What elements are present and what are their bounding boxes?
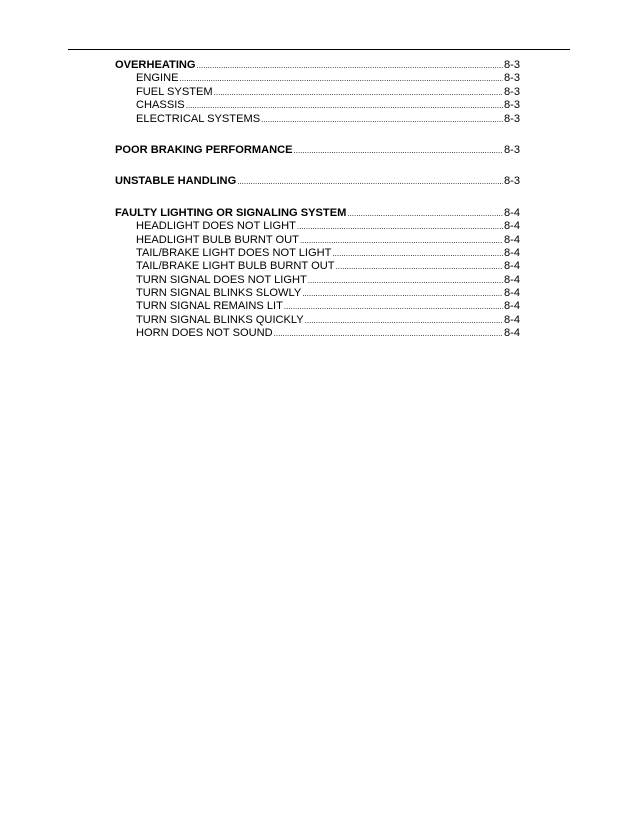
dot-leader [294, 144, 503, 157]
dot-leader [297, 220, 503, 233]
toc-subentry-chassis[interactable] [115, 99, 520, 112]
toc-page-number: 8-3 [503, 143, 520, 156]
toc-subentry-label: TURN SIGNAL REMAINS LIT [136, 300, 283, 313]
toc-section-poor-braking [115, 144, 520, 157]
dot-leader [308, 274, 503, 287]
toc-subentry-turn-signal-blinks-quickly[interactable] [115, 314, 520, 327]
toc-subentry-label: CHASSIS [136, 99, 185, 112]
toc-subentry-turn-signal-does-not-light[interactable] [115, 274, 520, 287]
dot-leader [214, 86, 503, 99]
toc-page-number: 8-3 [503, 85, 520, 98]
toc-page-number: 8-4 [503, 260, 520, 273]
toc-page-number: 8-3 [503, 72, 520, 85]
dot-leader [347, 207, 503, 220]
toc-page-number: 8-4 [503, 273, 520, 286]
toc-subentry-label: TAIL/BRAKE LIGHT DOES NOT LIGHT [136, 246, 332, 259]
toc-entry-title: UNSTABLE HANDLING [115, 175, 237, 188]
toc-entry-title: OVERHEATING [115, 59, 196, 71]
toc-page-number: 8-3 [503, 175, 520, 188]
toc-section-unstable-handling [115, 175, 520, 188]
toc-entry-overheating[interactable] [115, 59, 520, 72]
toc-subentry-turn-signal-remains-lit[interactable] [115, 300, 520, 313]
table-of-contents [115, 59, 520, 341]
toc-subentry-label: FUEL SYSTEM [136, 85, 213, 98]
toc-subentry-headlight-bulb-burnt-out[interactable] [115, 234, 520, 247]
dot-leader [180, 72, 503, 85]
toc-subentry-headlight-does-not-light[interactable] [115, 220, 520, 233]
toc-subentry-label: HEADLIGHT BULB BURNT OUT [136, 233, 299, 246]
toc-subentry-label: ENGINE [136, 72, 179, 85]
dot-leader [284, 300, 503, 313]
toc-page-number: 8-4 [503, 287, 520, 300]
toc-page-number: 8-4 [503, 313, 520, 326]
toc-subentry-label: HORN DOES NOT SOUND [136, 327, 273, 340]
toc-section-faulty-lighting [115, 207, 520, 341]
toc-subentry-tail-brake-light-does-not-light[interactable] [115, 247, 520, 260]
header-rule [68, 49, 570, 50]
dot-leader [186, 99, 503, 112]
toc-subentry-engine[interactable] [115, 72, 520, 85]
toc-subentry-tail-brake-light-bulb-burnt-out[interactable] [115, 260, 520, 273]
toc-entry-faulty-lighting-or-signaling-system[interactable] [115, 207, 520, 220]
toc-page-number: 8-4 [503, 246, 520, 259]
toc-subentry-label: TAIL/BRAKE LIGHT BULB BURNT OUT [136, 260, 335, 273]
toc-page-number: 8-4 [503, 327, 520, 340]
toc-page-number: 8-3 [503, 59, 520, 71]
toc-subentry-turn-signal-blinks-slowly[interactable] [115, 287, 520, 300]
dot-leader [305, 314, 503, 327]
toc-subentry-label: ELECTRICAL SYSTEMS [136, 112, 261, 125]
toc-entry-unstable-handling[interactable] [115, 175, 520, 188]
dot-leader [332, 247, 503, 260]
dot-leader [336, 260, 503, 273]
toc-subentry-horn-does-not-sound[interactable] [115, 327, 520, 340]
toc-page-number: 8-4 [503, 220, 520, 233]
toc-subentry-label: TURN SIGNAL BLINKS QUICKLY [136, 313, 304, 326]
toc-page-number: 8-3 [503, 99, 520, 112]
toc-page-number: 8-4 [503, 300, 520, 313]
toc-subentry-label: TURN SIGNAL DOES NOT LIGHT [136, 273, 307, 286]
toc-page-number: 8-4 [503, 206, 520, 219]
dot-leader [261, 113, 503, 126]
toc-section-overheating [115, 59, 520, 126]
toc-entry-title: POOR BRAKING PERFORMANCE [115, 143, 293, 156]
dot-leader [274, 327, 503, 340]
toc-entry-poor-braking-performance[interactable] [115, 144, 520, 157]
toc-subentry-label: TURN SIGNAL BLINKS SLOWLY [136, 287, 302, 300]
dot-leader [302, 287, 503, 300]
toc-page-number: 8-3 [503, 112, 520, 125]
toc-subentry-label: HEADLIGHT DOES NOT LIGHT [136, 220, 296, 233]
toc-page-number: 8-4 [503, 233, 520, 246]
dot-leader [300, 234, 503, 247]
toc-subentry-electrical-systems[interactable] [115, 113, 520, 126]
dot-leader [197, 59, 503, 72]
toc-entry-title: FAULTY LIGHTING OR SIGNALING SYSTEM [115, 206, 347, 219]
dot-leader [237, 175, 503, 188]
toc-subentry-fuel-system[interactable] [115, 86, 520, 99]
